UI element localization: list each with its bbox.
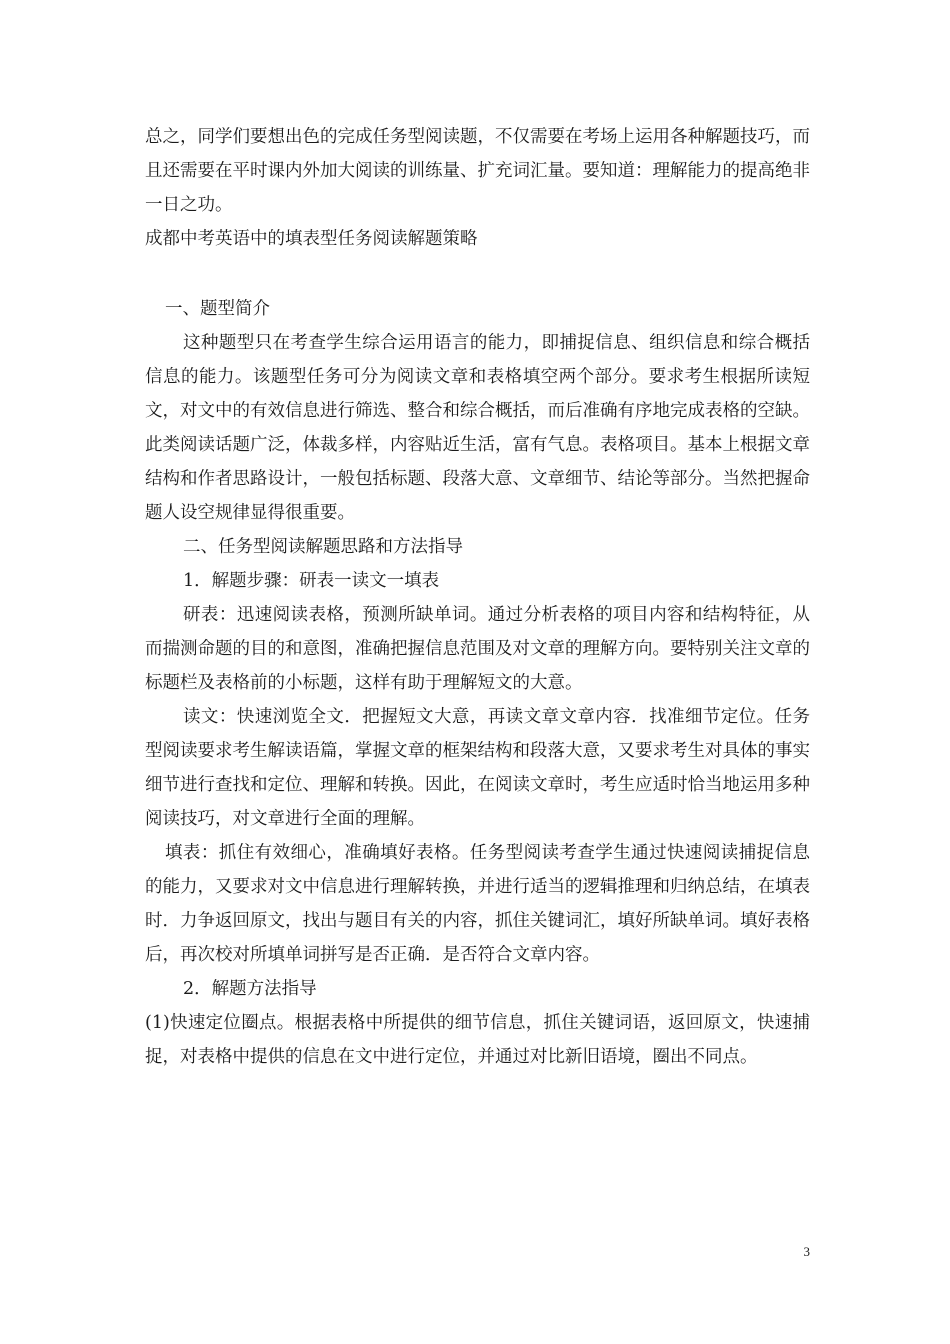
paragraph-read-text: 读文：快速浏览全文．把握短文大意，再读文章文章内容．找准细节定位。任务型阅读要求考生解读语篇，掌握文章的框架结构和段落大意，又要求考生对具体的事实细节进行查找和定位、理解和转换。因此，在阅读文章时，考生应适时恰当地运用多种阅读技巧，对文章进行全面的理解。 xyxy=(145,707,810,829)
heading-question-type-intro: 一、题型简介 xyxy=(165,299,270,319)
document-body xyxy=(145,120,810,1074)
page-number: 3 xyxy=(803,1244,810,1259)
blank-line xyxy=(145,256,810,292)
heading-solving-methods: 2．解题方法指导 xyxy=(183,979,317,999)
summary-paragraph: 总之，同学们要想出色的完成任务型阅读题，不仅需要在考场上运用各种解题技巧，而且还需要在平时课内外加大阅读的训练量、扩充词汇量。要知道：理解能力的提高绝非一日之功。 xyxy=(145,127,810,215)
heading-solving-approach: 二、任务型阅读解题思路和方法指导 xyxy=(183,537,463,557)
paragraph-fill-table: 填表：抓住有效细心，准确填好表格。任务型阅读考查学生通过快速阅读捕捉信息的能力，又要求对文中信息进行理解转换，并进行适当的逻辑推理和归纳总结，在填表时．力争返回原文，找出与题目有关的内容，抓住关键词汇，填好所缺单词。填好表格后，再次校对所填单词拼写是否正确．是否符合文章内容。 xyxy=(145,843,810,965)
heading-solving-steps: 1．解题步骤：研表一读文一填表 xyxy=(183,571,440,591)
paragraph-locate-and-mark: (1)快速定位圈点。根据表格中所提供的细节信息，抓住关键词语，返回原文，快速捕捉，对表格中提供的信息在文中进行定位，并通过对比新旧语境，圈出不同点。 xyxy=(145,1013,810,1067)
paragraph-study-table: 研表：迅速阅读表格，预测所缺单词。通过分析表格的项目内容和结构特征，从而揣测命题的目的和意图，准确把握信息范围及对文章的理解方向。要特别关注文章的标题栏及表格前的小标题，这样有助于理解短文的大意。 xyxy=(145,605,810,693)
paragraph-question-type-description: 这种题型只在考查学生综合运用语言的能力，即捕捉信息、组织信息和综合概括信息的能力。该题型任务可分为阅读文章和表格填空两个部分。要求考生根据所读短文，对文中的有效信息进行筛选、整合和综合概括，而后准确有序地完成表格的空缺。此类阅读话题广泛，体裁多样，内容贴近生活，富有气息。表格项目。基本上根据文章结构和作者思路设计，一般包括标题、段落大意、文章细节、结论等部分。当然把握命题人设空规律显得很重要。 xyxy=(145,333,810,523)
section-title: 成都中考英语中的填表型任务阅读解题策略 xyxy=(145,229,478,249)
